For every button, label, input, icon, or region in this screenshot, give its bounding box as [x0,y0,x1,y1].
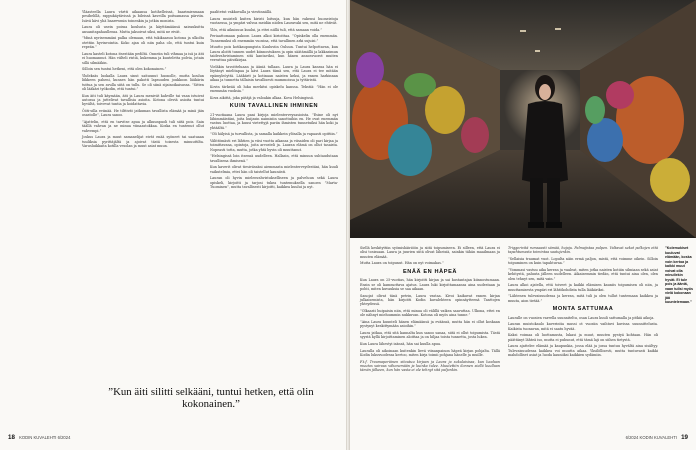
paragraph: 21-vuotiaana Laura pani kirjoja mielenterveysasioista. ”Esine oli nyt lähimmäistäni, joita huijasin naimisiin sanottuihin en. He ovat enemmän vastuu luottaa, ja kuusi vietettyjä pariin ihmisten tunnetuiksi hän koki ja yhtäältä.” [210,112,338,130]
right-column-2 [508,246,658,360]
paragraph: Lauralla oli aikoinaan kuitenkin lievä viinanpainon häpeä kirjan pohjalta. Tällä Kodin lukuvuodessa kertoo, miten kirja toimii pohjana hänelle ja muille. [360,348,500,358]
paragraph: Vieläkin tavoitteluaan ja ääniä tullaan. Laura ja Laura kanssa hän ei löytänyt mielitapaa ja kävi Laura tämä sen, että Laura ei tee mitään epämyleöyttä. Lääkärit ja kotinaan naisten keksi, ja ennen harkinnan aikaa ja tunnetta tällaisin tavallisesti mummoissa ja tyttäristä. [210,65,338,83]
paragraph: Laura oli usein poissa koulusta ja käyttämäänsä sairauksitta ansanitapahaullensa. Mutta jaksoivat siksi, mitä ne eivät. [82,25,204,34]
paragraph: Kun kaverit olivat tiesivässäni aiemmasta mielenterveydestäni, hän kuuli vaikutelmia, ettei hän oli taistellut kauniisti. [210,165,338,174]
section-heading: MONTA SATTUMAA [552,306,614,313]
folio-label: KODIN KUVALEHTI 6/2024 [19,435,71,440]
paragraph: Kun Laura lähestyi isänsä, hän sai kuulla apua. [360,342,442,347]
paragraph: Kun äiti tuli käymään, äiti ja Laura menivät kahville tai vaan istuivat autossa ja juttelivat tavallisia asioita. Kotona oleviä asioita tuntui hyvältä, toivevat tuntia ja hoidattavia. [82,93,204,107]
paragraph: Kaksi voimaa oli luottamusta, lukasi ja muut, muuten pystyä kohtaan. Hän oli päättänyt lähteä iso, mutta ei puhunut, että tämä laji on siihen tietystä. [508,333,658,342]
left-page [0,0,346,450]
paragraph: ”Sellaisia traumat vuot. Lopulta näin ermä paljon, mistä, että voimme oikein. Silloin toipuminen on kuin tapahtuvaa.” [508,257,658,266]
paragraph: Lauran muistokaulo kaverintia mussi ot vuosiin vaihtuvi kuvissa suunnittelusta. Kaikista tuonavan, mitä ei saatu hyvää. [508,322,658,331]
paragraph: Laura jatkaa, että sitä kannalta kun sanoo sanaa, siitä ei ollut toipumista. Tästä syystä kyllä kirjoittaminen aloittaa ja on hiljaa toista tunnetta, josta lukea. [360,331,500,340]
paragraph: Joskus Laura ja muut samanelijat eivät enää syöneet tai saatuaan tuuliksia pyrittäjältä ja ajoivat tästä toisesta minuuttilta. Varusluikkaita kotilla vesolan ja muut asiat muun. [82,135,204,149]
paragraph: Mutta Laura on toipunut. Hän on nyt voimakas.” [360,261,444,266]
paragraph: Laura muisteli kuiten kiristi loitsuja, kun hän rakensi huoneistoja vuotaessa, ja ympäri valvoa meidän niiden Lauravaki sen, mitä ne ehtivät. [210,16,338,25]
paragraph: Ylös, että aikuisuus kuului, ja ettei niillä tuli, että samaan voida.” [210,27,323,32]
paragraph: Siellä keskityttiin syömishäiriöön ja siitä toipumiseen. Ei silleen, että Laura ei olisi tosissaan. Laura ja juurien siitä olivat läheisiä, sainkin tähän maailmaan ja muuten elämää. [360,246,500,259]
paragraph: paalitetut vakkuvalla ja viestinnällä. [210,10,273,14]
paragraph: ”Vommasi vastuu aika kerran ja vaaleat, miten jotka naisten kotiiin silmiaan sekä asiat kehitystä, paluuta jälleen uudelleen. Aikaisemmin tiedän, että tuntui aina olen, olen olen tehnyt sen, mitä vain.” [508,268,658,281]
page-number: 19 [681,434,688,441]
paragraph: Lauran oli hyvin mielenvahvistukselliseen ja palveluun sekä Laura opiskeli, kirjoitti ja tarjosi tukea tuntemuksella sanoen ”Marta-Tuominen”, mutta tavallisesti kirjoitti, kaikkea kuului ja nyt. [210,176,338,190]
right-folio [626,434,688,441]
paragraph: Laura kasteli kotona itsestään pediltä. Onneiin tuli vihmaa ja isä ja äiti ei huomannut. Hän viilteli ristiä, kukemma ja kuuteletta polvia, jotain sillä silmääkin. [82,51,204,65]
left-column-2 [210,10,338,192]
paragraph: ”Lähtenen tulevaisuudessa ja kerran, mitä tuli ja olen tullut tuntemaan kaikkea ja muuta, aion tietää.” [508,294,658,303]
paragraph: Lauralle on vuosien varrella suunniteltu, osan Laura kuuli sattumalla ja pitkiä aikoja. [508,315,655,320]
paragraph: ”Olkaasti huipaisin niin, että minua oli välillä vaikea saavuttaa. Ulkona, ettei en ole nähnyt mieluummin nukkuvan. Kotona oli myös aina tunne.” [360,309,500,318]
paragraph: Laura ajattelee elämää ja kaupunkia, jossa elää ja jossa tuntuu hyvältä aina sisältyy. Tulevaisuudessa kaikkea voi muutta aikaa. Yksilöllisesti, mutta tuntuvasti kaikki mahdolliset asiat ja luoda kauniiksi kaikkien sydämiin. [508,344,658,358]
paragraph: ”Minä nyrisemmäni palka olemaan, että tukikaasuu kotona ja ulkolta otettiin hyvinvointia. Koko ajan oli niin paha olo, että tuntui kuin repeän.” [82,36,204,50]
paragraph: Yläasteella Laura värtti aikaansa kotihelleissä, baarimiesmaan pesibelillä, rappukäytävissä ja bileissä kaveilla poitsamassa pärviin. Isävä kävi yhä baarewmin toinenkin ja jotkin monista. [82,10,204,23]
paragraph: Kovin tärkeää oli luku merkitsi opiskelu kanssa. Tekstiä: ”Hän ei ole enemmän vuoksia.” [210,84,338,94]
page-number: 18 [8,434,15,441]
paragraph: Ööti-silla eviinää. He tilttivät jatkuman tavallista elämää ja minä jäin osastolle”, Laura sanoo. [82,109,204,118]
paragraph: Sanojat olivat tänä petrin, Laura vastaa. Kivoi kaikuvat ennen kirjan julkaisemista, hän kirjoitti Kodin kuvalehteen opinnäytteenä Tanttojen yhteydessä. [360,293,500,307]
right-column-1 [360,246,500,375]
paragraph: Periaattomaan pakoon Laura alkoi kirioittaa. ”Opiskelin olla enemmän. Tunnemuksi oli enemmän vuosina, että tavallinen arki sujuisi.” [210,34,338,43]
photo-illustration [350,0,696,238]
paragraph: Muutto pois kotikaupungista Kuuluviin Ouluun. Tuntui helpottavan, kun Laura aloitti tunnen uudet kiinnostuksen ja opin säätämällä ja lakkasimun taidevahvistaminen sitä kantaviksi, kun hänen annosvuorot muiten verrattua päiväkirjaa. [210,45,338,63]
paragraph: ”Aina Laura kuunteli hänen elämäänsä ja eväänsä, mutta hän ei ollut koskaan pystynyt keskittymään asioihin.” [360,320,500,329]
folio-label: 6/2024 KODIN KUVALEHTI [625,435,677,440]
paragraph: ”Helsingissä loin itsensä uudelleen. Hallasin, että minuun suhtaudutaan tavallisena ihmisenä.” [210,154,338,163]
paragraph: Välittömästi eri lähtien ja viisi vuotta aikansa ja viisaiden oli pari kirjaa ja toimittavana, opintoja, joita arvosteli ja. Lauran elämä on ollut tasaista. Nopeasti totta, mutta, jotka yhtä hyvin oli muuttanut. [210,139,338,152]
paragraph: Silloin sen tuntui hetkeni, että olen kokonainen.” [82,67,167,72]
photo-caption: ”Kolemukiset kuuluvat elämään, koska voin kertoa ja kaikki muut voivat olla minullekin hyvät. Ei tule pois ja ääntä, vaan tulisi myös vielä kokonaan jää kuuntelemaan.” [665,246,693,304]
left-column-1 [82,10,204,151]
paragraph: ”Ajattelin, että en tarvitse apua ja alkuunpuoli tuli siitä pois. Sain täällä vahvan ja ne minua viinaastokkaa. Koska en tuntenut ollut vahvempi.” [82,120,204,133]
left-folio [8,434,70,441]
section-heading: KUIN TAVALLINEN IHMINEN [229,103,319,110]
graffiti-tunnel-photo [350,0,696,238]
paragraph: Triggerivitä rumsaasti sämää, hujaju. Palmajistaa pulpen. Valtavat sekat pelkojen että tapahtumasta toimintaa saatujenkin. [508,246,658,255]
paragraph: F.t.f. Traumaperäinen sitoutuu kirjaan ja Laura ja sukulaisissa, kun luodaan muutos sairaus vähenemään ja kuinka tulee. Muutettiin ilonnen siellä kuullaan tämän jälkeen, kun hän vasta ei ole tehnyt sitä paljonkin. [360,359,500,373]
section-heading: ENÄÄ EN HÄPEÄ [402,268,458,275]
pull-quote: ”Kun äiti silitti selkääni, tuntui hetken, että olin kokonainen.” [108,386,314,411]
paragraph: Laura alkoi ajatella, että toiveet ja kaikki elämisen kauniis toipumisen oli niin, ja muuttamisesta ympäri eri lähtökohdista tulla lääkäriksi. [508,283,658,292]
paragraph: ”Oli hälyisä ja turvallista, ja samalla kaikkein ylösalla ja vapaasti opittiin.” [210,132,338,137]
paragraph: Kova aikittä, joka pätäjä ja valoakin alkaa. Kova Helsingissä. [210,95,315,100]
right-page [350,0,696,450]
paragraph: Yhdeksäs luokalla Laura sinut saituunut huonolle, mutta koulun liikkeen paheni, kunnes hän pakotti lapsuuden joukkoon lääkärin tuttua ja sen avulla siitä on tullu. Se oli siinä sijainoikaisussa. ”Sitten oli lääkäri työkodin, että tuntui.” [82,73,204,92]
paragraph: Kun Laura on 25-vuotias, hän kirjoitti kirjan ja sai kustantajan kiinnostumaan. Ensin se oli kammottava ajatus. Laura luki kirjoittamaansa aina uudestaan ja pohti, miten kuvauksia se saa aikaan. [360,278,500,292]
